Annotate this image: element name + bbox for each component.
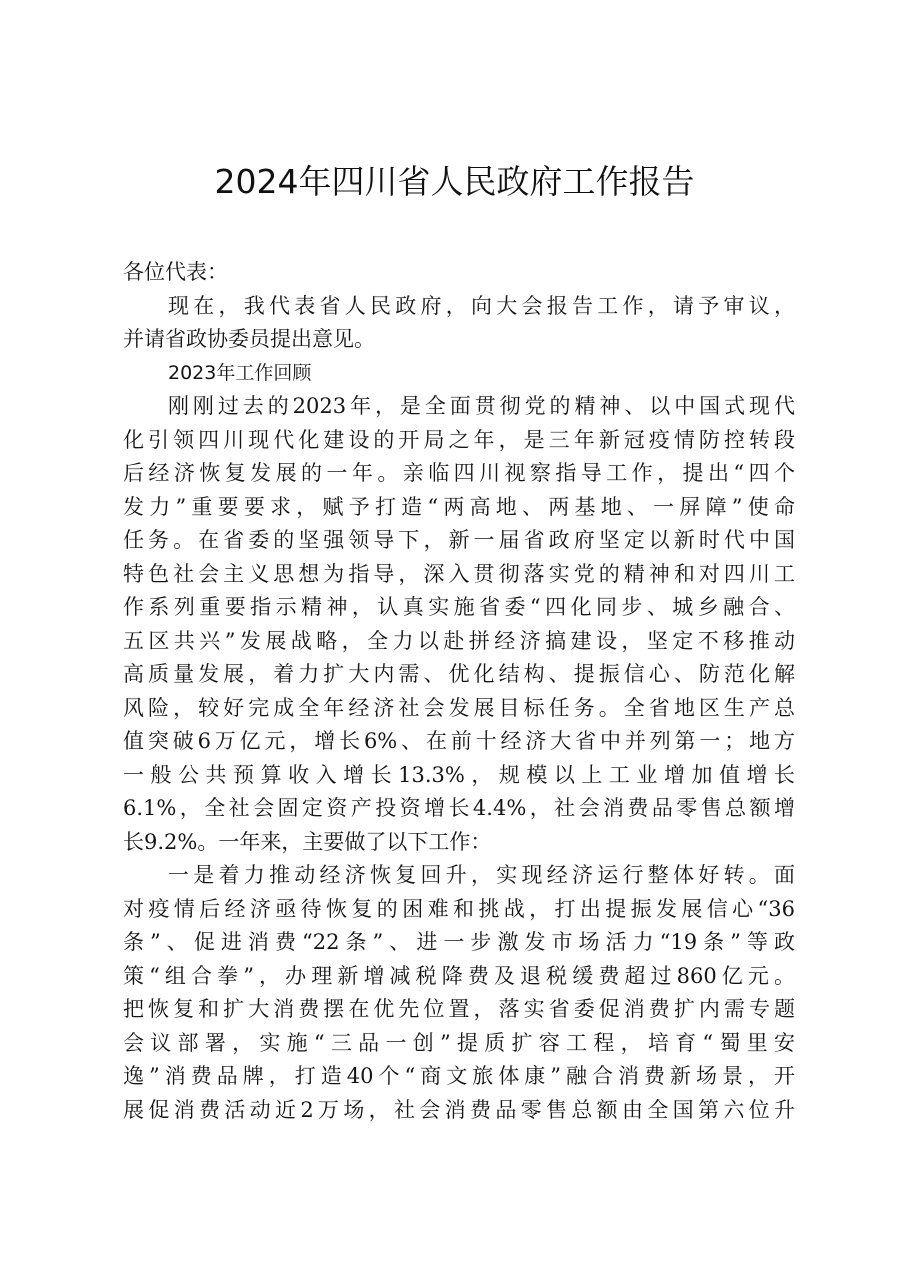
paragraph-line: 展促消费活动近2万场，社会消费品零售总额由全国第六位升 bbox=[123, 1097, 795, 1122]
paragraph-line: 五区共兴”发展战略，全力以赴拼经济搞建设，坚定不移推动 bbox=[123, 628, 795, 653]
paragraph-line: 高质量发展，着力扩大内需、优化结构、提振信心、防范化解 bbox=[123, 662, 795, 686]
paragraph-line: 6.1%，全社会固定资产投资增长4.4%，社会消费品零售总额增 bbox=[123, 796, 795, 820]
paragraph-line: 风险，较好完成全年经济社会发展目标任务。全省地区生产总 bbox=[123, 695, 795, 720]
paragraph-line: 刚刚过去的2023年，是全面贯彻党的精神、以中国式现代 bbox=[168, 394, 795, 418]
paragraph-line: 条”、促进消费“22条”、进一步激发市场活力“19条”等政 bbox=[123, 930, 795, 954]
paragraph-line: 值突破6万亿元，增长6%、在前十经济大省中并列第一；地方 bbox=[123, 729, 795, 753]
paragraph-line: 作系列重要指示精神，认真实施省委“四化同步、城乡融合、 bbox=[123, 595, 795, 619]
paragraph-line: 特色社会主义思想为指导，深入贯彻落实党的精神和对四川工 bbox=[123, 561, 795, 586]
document-body bbox=[123, 256, 795, 1127]
paragraph-line: 后经济恢复发展的一年。亲临四川视察指导工作，提出“四个 bbox=[123, 461, 795, 485]
paragraph-line: 任务。在省委的坚强领导下，新一届省政府坚定以新时代中国 bbox=[123, 528, 795, 552]
section-heading: 2023年工作回顾 bbox=[168, 361, 312, 384]
paragraph-line: 一般公共预算收入增长13.3%，规模以上工业增加值增长 bbox=[123, 762, 795, 787]
paragraph-line: 并请省政协委员提出意见。 bbox=[123, 327, 375, 351]
paragraph-line: 把恢复和扩大消费摆在优先位置，落实省委促消费扩内需专题 bbox=[123, 997, 795, 1021]
paragraph-line: 逸”消费品牌，打造40个“商文旅体康”融合消费新场景，开 bbox=[123, 1064, 795, 1088]
paragraph-line: 策“组合拳”，办理新增减税降费及退税缓费超过860亿元。 bbox=[123, 963, 795, 988]
paragraph-line: 一是着力推动经济恢复回升，实现经济运行整体好转。面 bbox=[168, 863, 795, 887]
paragraph-line: 发力”重要要求，赋予打造“两高地、两基地、一屏障”使命 bbox=[123, 494, 795, 519]
paragraph-line: 对疫情后经济亟待恢复的困难和挑战，打出提振发展信心“36 bbox=[123, 896, 795, 921]
document-title: 2024年四川省人民政府工作报告 bbox=[214, 162, 695, 201]
paragraph-line: 现在，我代表省人民政府，向大会报告工作，请予审议， bbox=[168, 293, 795, 318]
paragraph-line: 会议部署，实施“三品一创”提质扩容工程，培育“蜀里安 bbox=[123, 1030, 795, 1055]
paragraph-line: 长9.2%。一年来，主要做了以下工作： bbox=[123, 829, 492, 854]
salutation: 各位代表： bbox=[123, 260, 228, 284]
paragraph-line: 化引领四川现代化建设的开局之年，是三年新冠疫情防控转段 bbox=[123, 427, 795, 452]
